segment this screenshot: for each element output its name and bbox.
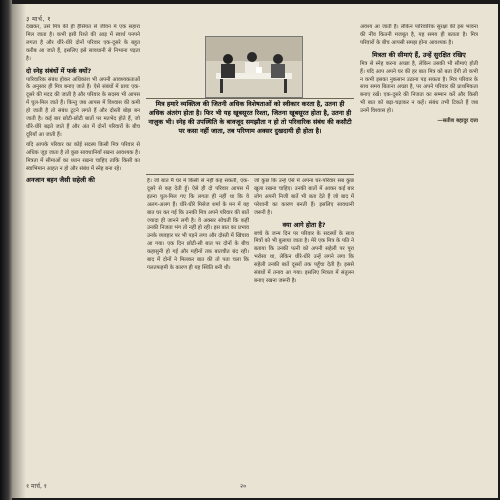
page-gutter-shadow bbox=[12, 4, 26, 498]
article-column-3 bbox=[254, 178, 354, 474]
page-footer-date: १ मार्च, १ bbox=[26, 483, 47, 490]
column-4-subheading: मित्रता की सीमाएं हैं, उन्हें सुरक्षित रखिए bbox=[372, 50, 466, 59]
page-header-date: ३ मार्च, १ bbox=[26, 15, 51, 23]
quote-bottom-rule bbox=[146, 174, 354, 175]
column-1-body-1: पारिवारिक संबंध होकर अधिकांश भी अपनी आवश्यकताओं के अनुसार ही मित्र बनाए जाते हैं। ऐसे संबंधों में प्रायः एक-दूसरे की मदद की जाती है और परिवार के सदस्य भी आपस में घुल-मिल जाते हैं। किन्तु जब आपस में विश्वास की कमी हो जाती है तो संबंध टूटने लगते हैं और दोस्ती बोझ बन जाती है। कई बार छोटी-छोटी बातों पर मतभेद होते हैं, जो धीरे-धीरे बढ़ते जाते हैं और अंत में दोनों परिवारों के बीच दूरियाँ आ जाती हैं। bbox=[26, 76, 140, 138]
pull-quote: मित्र हमारे व्यक्तित्व की जितनी अधिक विशेषताओं को स्वीकार करता है, उतना ही अधिक अंतरंग होता है। फिर भी यह खूबसूरत रिश्ता, जितना खूबसूरत होता है, उतना ही नाज़ुक भी। स्नेह की उपस्थिति के बावजूद समझौता न हो तो परिवारिक संबंध की कसौटी पर कसा नहीं जाता, तब परिणाम अक्सर दुखदायी ही होता है। bbox=[148, 100, 352, 135]
article-photo bbox=[205, 36, 303, 98]
column-2-body: है। जो बात मैं घर में किसी से नहीं कह सकती, एक-दूसरे से कह देती हूँ। ऐसे ही दो परिवार आपस में इतना घुल-मिल गए कि लगता ही नहीं था कि वे अलग-अलग हैं। धीरे-धीरे मिसेज शर्मा के मन में यह बात घर कर गई कि उनकी मित्र अपने परिवार की बातें ज्यादा ही जानने लगी है। वे अक्सर सोचतीं कि कहीं उनकी निजता भंग तो नहीं हो रही। इस बात का प्रभाव उनके व्यवहार पर भी पड़ने लगा और दोस्ती में खिंचाव आ गया। एक दिन छोटी-सी बात पर दोनों के बीच कहासुनी हो गई और महीनों तक बातचीत बंद रही। बाद में दोनों ने मिलकर बात की तो पता चला कि गलतफहमी के कारण ही यह स्थिति बनी थी। bbox=[147, 178, 249, 271]
page-number: २० bbox=[240, 483, 247, 490]
column-4-body-1: अवश्य आ जाती है। लेकिन पारिवारिक सुरक्षा की इस भावना की नींव कितनी मजबूत है, यह समय ही बताता है। मित्र परिवारों के बीच आपसी समझ होना आवश्यक है। bbox=[360, 24, 478, 46]
column-3-body-1: जो कुछ कि उन्हें ऐसे में अपना घर-परिवार सब कुछ खुला रखना चाहिए। उनकी बातों में आकर कई बार लोग अपनी निजी बातें भी बता देते हैं जो बाद में परेशानी का कारण बनती हैं। इसलिए सावधानी जरूरी है। bbox=[254, 178, 354, 216]
article-column-4 bbox=[360, 24, 478, 474]
column-3-subheading: क्या आगे होता है? bbox=[282, 220, 326, 229]
column-1-subheading-2: अनजान बहन जैसी सहेली की bbox=[26, 176, 95, 185]
author-signature: —सतीश बहादुर दत्ता bbox=[437, 118, 478, 125]
article-column-1 bbox=[26, 24, 140, 474]
column-3-body-2: बच्चे के जन्म दिन पर परिवार के सदस्यों के साथ मित्रों को भी बुलाया जाता है। मेरे एक मित्र के पति ने बताया कि उनकी पत्नी को अपनी सहेली पर पूरा भरोसा था, लेकिन धीरे-धीरे उन्हें लगने लगा कि सहेली उनकी बातें दूसरों तक पहुँचा देती है। इससे संबंधों में तनाव आ गया। इसलिए मित्रता में संतुलन बनाए रखना जरूरी है। bbox=[254, 230, 354, 284]
column-1-intro: देखकर, उसे मित्र की ही हैसियत से जीवन में एक सहारा मिल जाता है। कभी इसी रिश्ते की आड़ में स्वार्थ पनपने लगता है और धीरे-धीरे दोनों परिवार एक-दूसरे के बहुत करीब आ जाते हैं, इसलिए इसे सावधानी से निभाना पड़ता है। bbox=[26, 24, 140, 62]
photo-illustration bbox=[206, 37, 302, 97]
column-1-subheading: दो स्नेह संबंधों में फर्क क्यों? bbox=[26, 66, 92, 75]
column-4-body-2: मित्र से स्नेह करना अच्छा है, लेकिन उसकी भी सीमाएं होती हैं। यदि आप अपने घर की हर बात मित्र को बता देंगी तो कभी न कभी इसका नुकसान उठाना पड़ सकता है। मित्र परिवार के साथ समय बिताना अच्छा है, पर अपने परिवार की प्राथमिकता बनाए रखें। एक-दूसरे की निजता का सम्मान करें और किसी भी बात को बढ़ा-चढ़ाकर न कहें। संबंध तभी टिकते हैं जब उनमें विश्वास हो। bbox=[360, 60, 478, 115]
quote-top-rule bbox=[146, 98, 354, 99]
article-column-2 bbox=[147, 178, 249, 474]
book-binding bbox=[0, 0, 12, 500]
column-1-body-2: यदि आपके परिवार का कोई सदस्य किसी मित्र परिवार से अधिक जुड़ जाता है तो कुछ सावधानियाँ रखना आवश्यक है। मित्रता में सीमाओं का ध्यान रखना चाहिए ताकि किसी का स्वाभिमान आहत न हो और संबंध में स्नेह बना रहे। bbox=[26, 141, 140, 172]
